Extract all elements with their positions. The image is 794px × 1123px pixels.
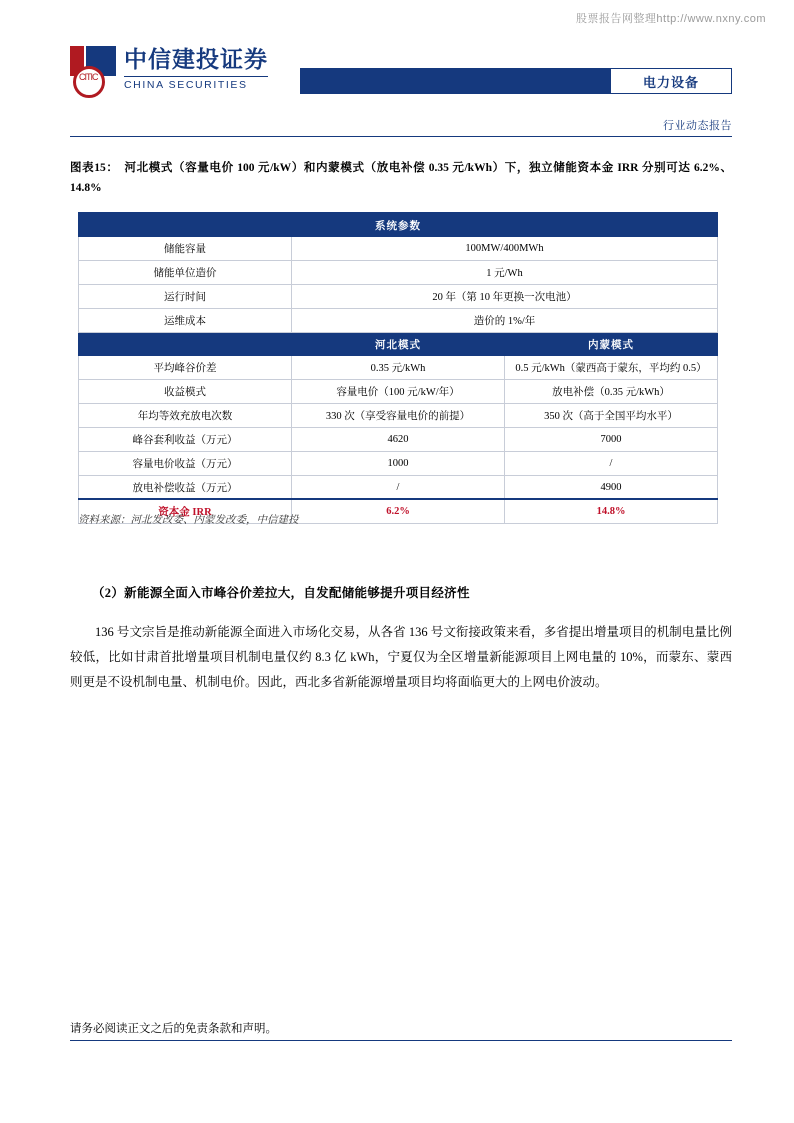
row-value-neimeng: 0.5 元/kWh（蒙西高于蒙东，平均约 0.5） <box>505 356 718 380</box>
row-label: 储能容量 <box>79 237 292 261</box>
row-label: 平均峰谷价差 <box>79 356 292 380</box>
row-label: 收益模式 <box>79 380 292 404</box>
row-value-hebei: 330 次（享受容量电价的前提） <box>292 404 505 428</box>
header-divider <box>70 136 732 137</box>
row-value-neimeng: 4900 <box>505 476 718 500</box>
row-value-hebei: 4620 <box>292 428 505 452</box>
band-modes-hebei: 河北模式 <box>292 333 505 356</box>
row-value-neimeng: 放电补偿（0.35 元/kWh） <box>505 380 718 404</box>
sector-tag: 电力设备 <box>610 68 732 94</box>
table-band-system <box>79 213 718 237</box>
row-value-hebei: / <box>292 476 505 500</box>
row-value: 20 年（第 10 年更换一次电池） <box>292 285 718 309</box>
citic-logo-icon <box>70 46 116 92</box>
row-label: 年均等效充放电次数 <box>79 404 292 428</box>
band-modes-blank <box>79 333 292 356</box>
row-value: 造价的 1%/年 <box>292 309 718 333</box>
exhibit-table-wrapper <box>78 212 718 524</box>
band-modes-neimeng: 内蒙模式 <box>505 333 718 356</box>
watermark-text: 股票报告网整理http://www.nxny.com <box>575 13 766 25</box>
exhibit-title: 河北模式（容量电价 100 元/kW）和内蒙模式（放电补偿 0.35 元/kWh）下，独立储能资本金 IRR 分别可达 6.2%、14.8% <box>70 162 733 195</box>
company-logo <box>70 46 268 92</box>
table-row <box>79 356 718 380</box>
row-label: 容量电价收益（万元） <box>79 452 292 476</box>
row-value-hebei: 容量电价（100 元/kW/年） <box>292 380 505 404</box>
table-row <box>79 428 718 452</box>
table-bottom-rule <box>78 498 718 500</box>
table-row <box>79 404 718 428</box>
row-value: 100MW/400MWh <box>292 237 718 261</box>
assumption-table <box>78 212 718 524</box>
logo-mark-text: CITIC <box>79 72 98 82</box>
row-value-hebei: 1000 <box>292 452 505 476</box>
table-source: 资料来源：河北发改委、内蒙发改委，中信建投 <box>78 515 299 526</box>
body-paragraph: 136 号文宗旨是推动新能源全面进入市场化交易，从各省 136 号文衔接政策来看，多省提出增量项目的机制电量比例较低，比如甘肃首批增量项目机制电量仅约 8.3 亿 kWh，宁夏仅为全区增量新能源项目上网电量的 10%，而蒙东、蒙西则更是不设机制电量、机制电价。因此，西北多省新能源增量项目均将面临更大的上网电价波动。 <box>70 625 732 689</box>
exhibit-label: 图表15： <box>70 162 119 174</box>
row-value-irr-hebei: 6.2% <box>292 500 505 524</box>
row-value-irr-neimeng: 14.8% <box>505 500 718 524</box>
row-value-hebei: 0.35 元/kWh <box>292 356 505 380</box>
table-row <box>79 452 718 476</box>
table-row <box>79 285 718 309</box>
page-header <box>70 46 732 106</box>
band-system-label: 系统参数 <box>79 213 718 237</box>
row-value-neimeng: 7000 <box>505 428 718 452</box>
table-row <box>79 309 718 333</box>
table-row <box>79 261 718 285</box>
row-label-irr: 资本金 IRR <box>79 500 292 524</box>
row-value: 1 元/Wh <box>292 261 718 285</box>
row-label: 运行时间 <box>79 285 292 309</box>
row-value-neimeng: / <box>505 452 718 476</box>
exhibit-caption <box>70 158 732 198</box>
row-value-neimeng: 350 次（高于全国平均水平） <box>505 404 718 428</box>
table-row <box>79 380 718 404</box>
row-label: 运维成本 <box>79 309 292 333</box>
logo-english-name: CHINA SECURITIES <box>124 76 268 91</box>
footer-disclaimer: 请务必阅读正文之后的免责条款和声明。 <box>70 1023 277 1035</box>
row-label: 峰谷套利收益（万元） <box>79 428 292 452</box>
logo-chinese-name: 中信建投证券 <box>124 47 268 73</box>
footer-divider <box>70 1040 732 1041</box>
table-row <box>79 476 718 500</box>
report-type-label: 行业动态报告 <box>663 120 732 132</box>
table-band-modes <box>79 333 718 356</box>
row-label: 储能单位造价 <box>79 261 292 285</box>
table-row <box>79 237 718 261</box>
row-label: 放电补偿收益（万元） <box>79 476 292 500</box>
section-heading: （2）新能源全面入市峰谷价差拉大，自发配储能够提升项目经济性 <box>92 586 470 600</box>
